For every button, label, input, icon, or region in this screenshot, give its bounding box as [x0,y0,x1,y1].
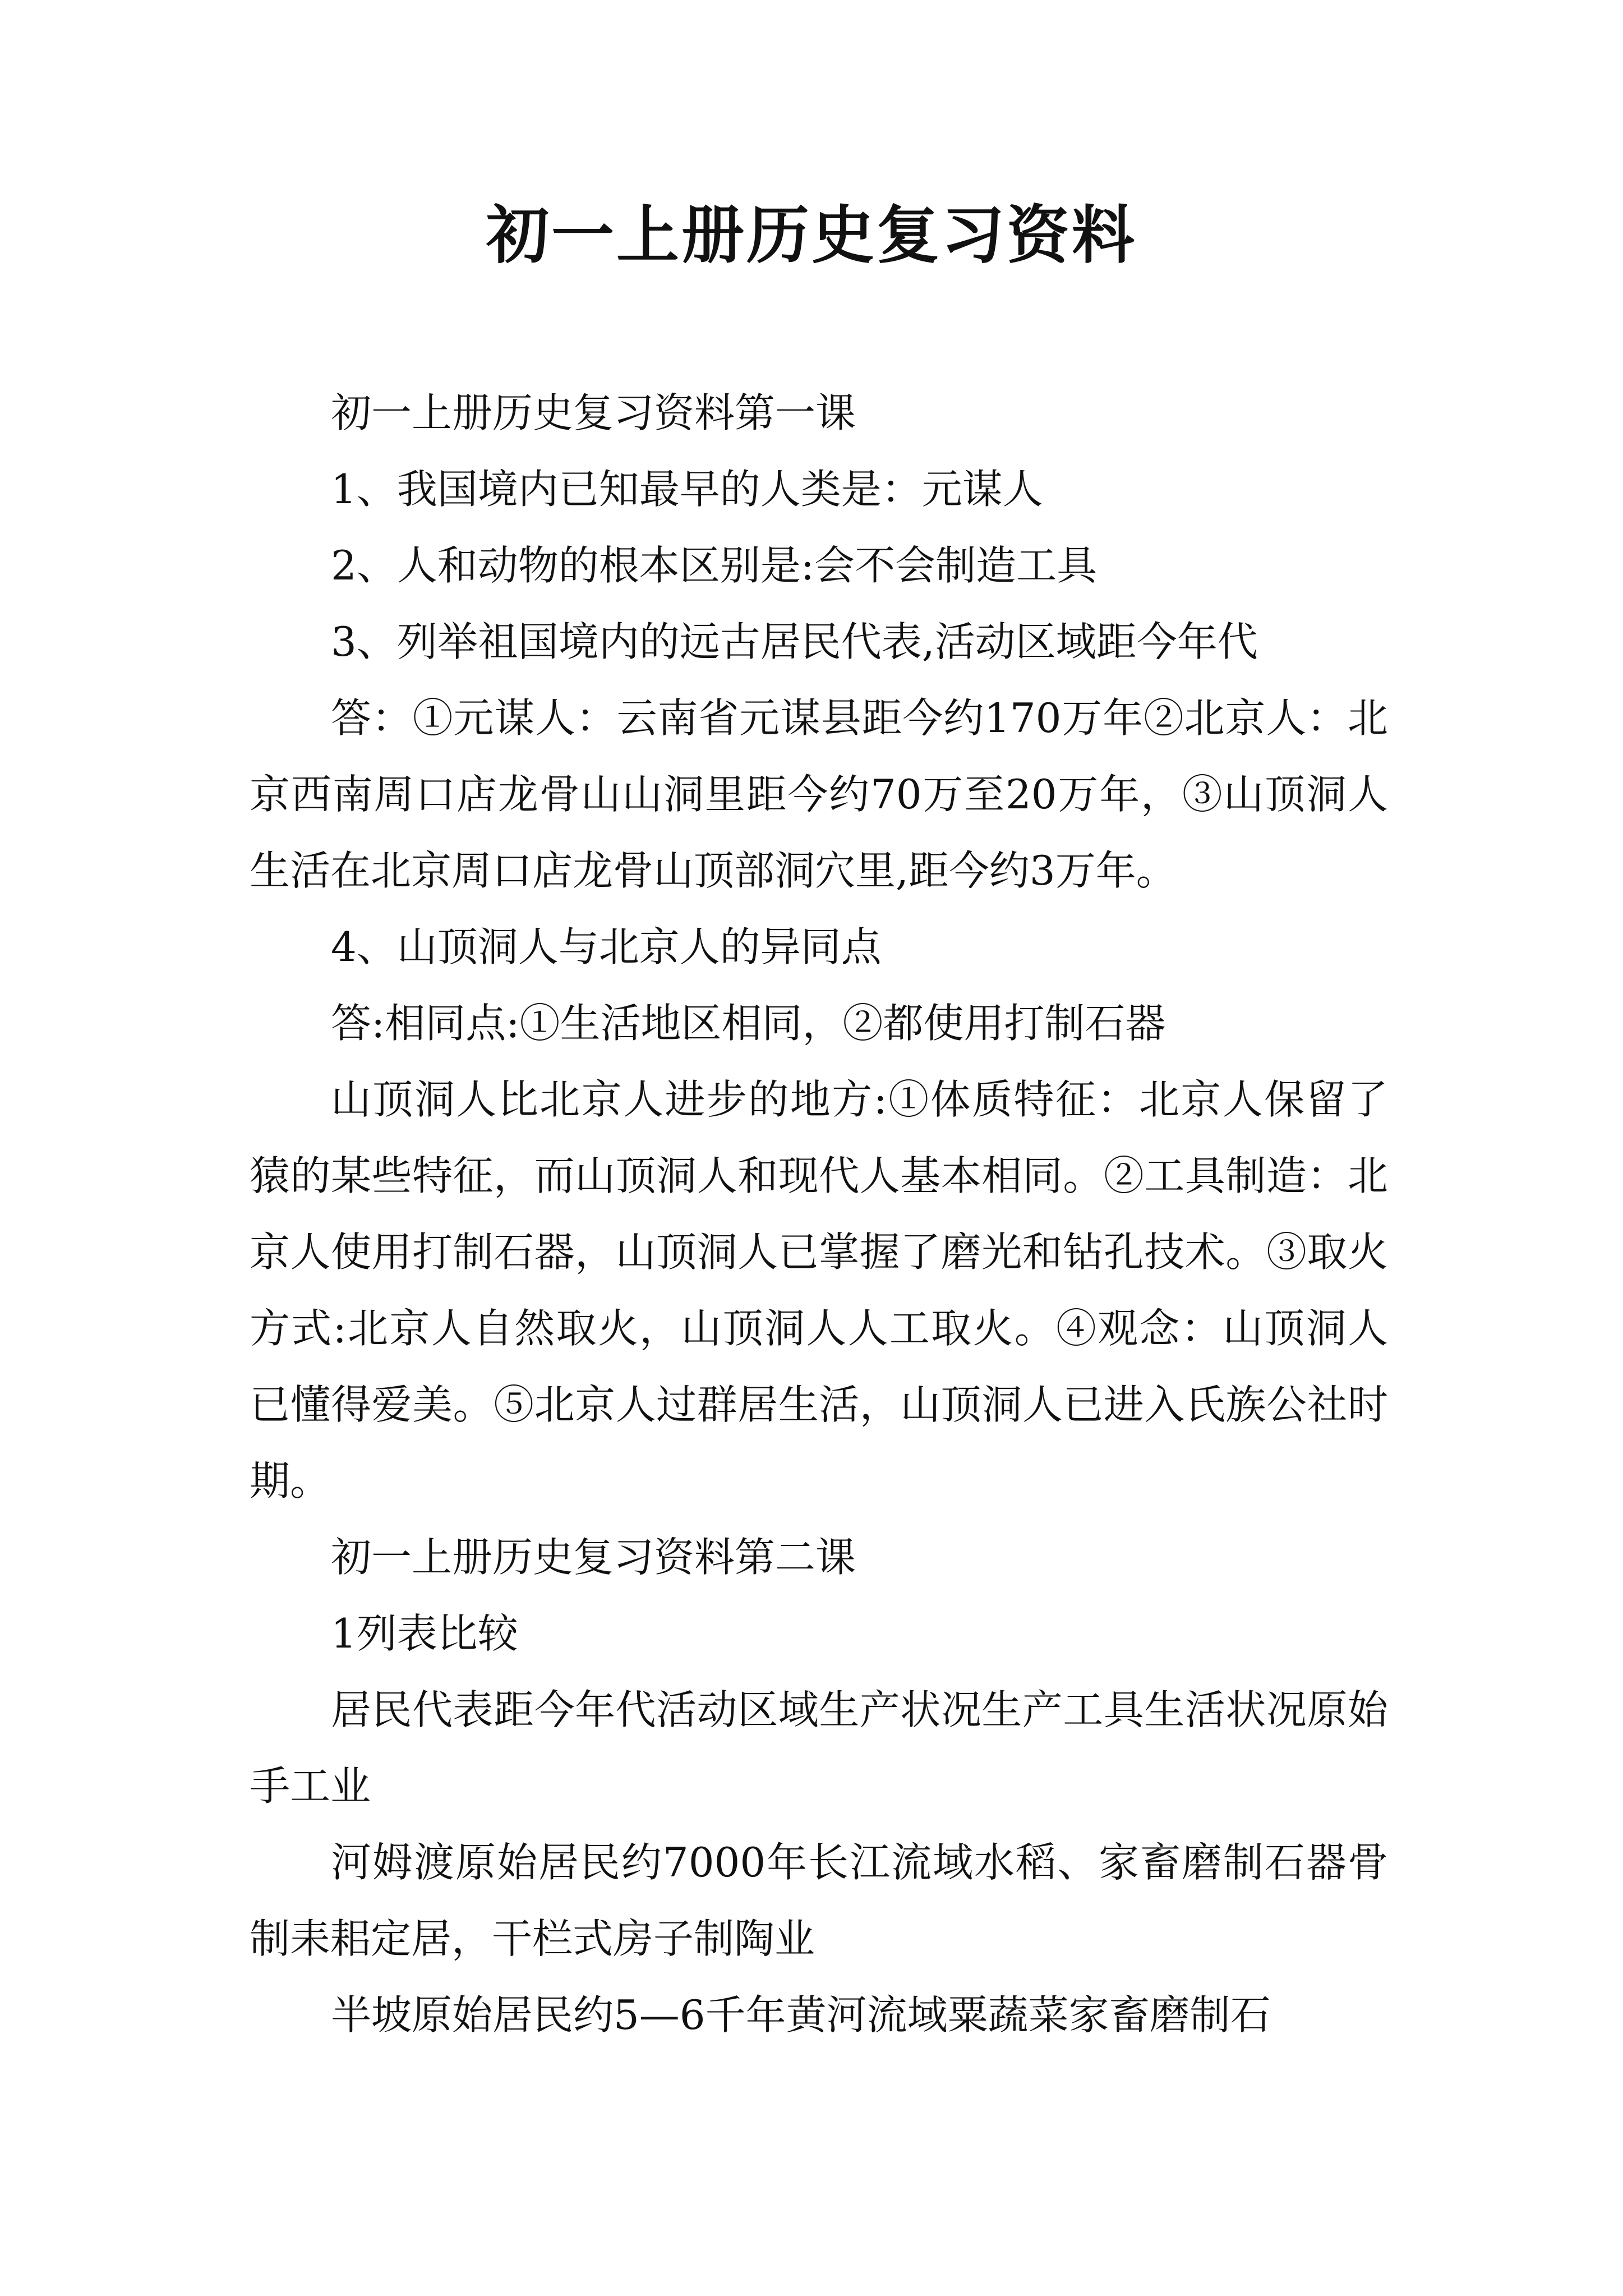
document-body [250,375,1388,2053]
paragraph-item-4: 4、山顶洞人与北京人的异同点 [331,923,882,970]
paragraph-lesson1-heading: 初一上册历史复习资料第一课 [331,389,856,436]
paragraph-item-1: 1、我国境内已知最早的人类是：元谋人 [331,466,1043,513]
paragraph-answer-4: 答:相同点:①生活地区相同，②都使用打制石器 [331,1000,1166,1047]
paragraph-progress: 山顶洞人比北京人进步的地方:①体质特征：北京人保留了猿的某些特征，而山顶洞人和现代人基本相同。②工具制造：北京人使用打制石器，山顶洞人已掌握了磨光和钻孔技术。③取火方式:北京人自然取火，山顶洞人人工取火。④观念：山顶洞人已懂得爱美。⑤北京人过群居生活，山顶洞人已进入氏族公社时期。 [250,1076,1388,1504]
paragraph-answer-3: 答：①元谋人：云南省元谋县距今约170万年②北京人：北京西南周口店龙骨山山洞里距今约70万至20万年，③山顶洞人生活在北京周口店龙骨山顶部洞穴里,距今约3万年。 [250,694,1388,894]
paragraph-item-2: 2、人和动物的根本区别是:会不会制造工具 [331,542,1098,589]
paragraph-item-3: 3、列举祖国境内的远古居民代表,活动区域距今年代 [331,618,1258,665]
paragraph-banpo: 半坡原始居民约5—6千年黄河流域粟蔬菜家畜磨制石 [331,1991,1271,2039]
document-title: 初一上册历史复习资料 [486,199,1137,272]
paragraph-table-intro: 1列表比较 [331,1610,518,1657]
paragraph-table-header: 居民代表距今年代活动区域生产状况生产工具生活状况原始手工业 [250,1686,1388,1810]
paragraph-hemudu: 河姆渡原始居民约7000年长江流域水稻、家畜磨制石器骨制耒耜定居，干栏式房子制陶业 [250,1839,1388,1962]
paragraph-lesson2-heading: 初一上册历史复习资料第二课 [331,1534,856,1581]
